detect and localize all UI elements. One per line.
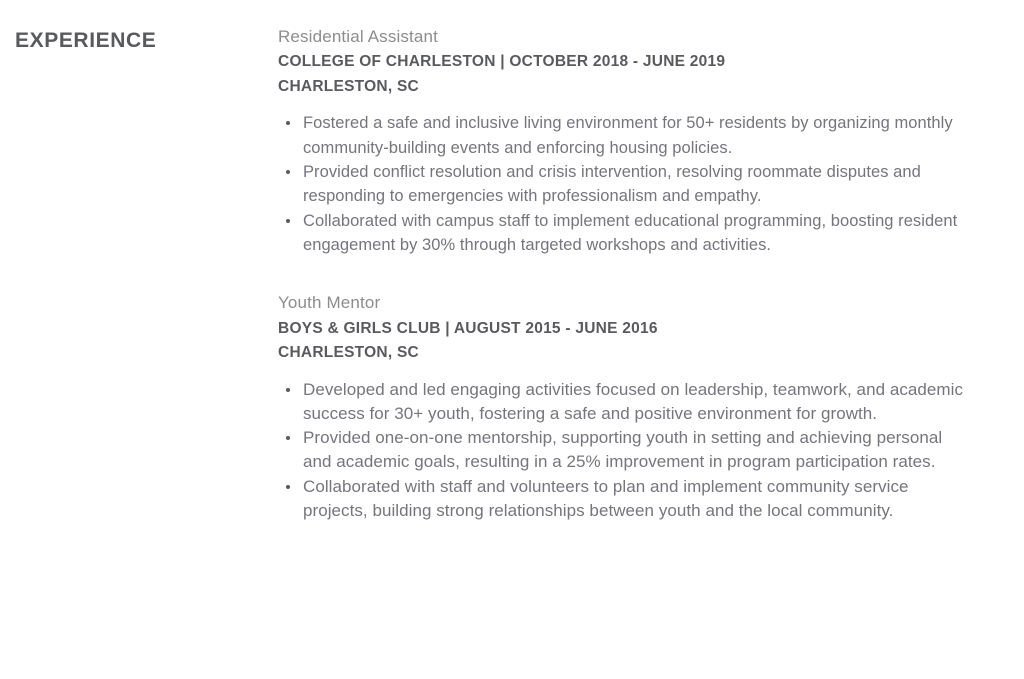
section-label-column bbox=[15, 29, 265, 52]
list-item bbox=[278, 111, 968, 160]
experience-entry bbox=[278, 292, 968, 523]
entry-location: CHARLESTON, SC bbox=[278, 344, 420, 362]
experience-entries-list bbox=[278, 26, 968, 523]
list-item bbox=[278, 426, 968, 475]
entry-job-title: Youth Mentor bbox=[278, 293, 381, 313]
bullet-dot-icon bbox=[286, 485, 290, 489]
list-item-text: Provided conflict resolution and crisis intervention, resolving roommate disputes and responding to emergencies with professionalism and empathy. bbox=[303, 163, 921, 206]
list-item bbox=[278, 475, 968, 524]
list-item-text: Developed and led engaging activities focused on leadership, teamwork, and academic success for 30+ youth, fostering a safe and positive environment for growth. bbox=[303, 379, 964, 423]
bullet-dot-icon bbox=[286, 170, 290, 174]
entry-responsibilities-list bbox=[278, 111, 968, 257]
list-item bbox=[278, 209, 968, 258]
list-item bbox=[278, 160, 968, 209]
section-heading-experience: EXPERIENCE bbox=[15, 29, 157, 52]
entry-organization-and-dates: BOYS & GIRLS CLUB | AUGUST 2015 - JUNE 2016 bbox=[278, 319, 658, 337]
list-item-text: Collaborated with staff and volunteers to plan and implement community service projects, building strong relationships between youth and the local community. bbox=[303, 476, 909, 521]
list-item bbox=[278, 378, 968, 427]
bullet-dot-icon bbox=[286, 121, 290, 125]
entry-location: CHARLESTON, SC bbox=[278, 77, 420, 95]
list-item-text: Collaborated with campus staff to implement educational programming, boosting resident engagement by 30% through targeted workshops and activities. bbox=[303, 211, 958, 254]
entry-organization-and-dates: COLLEGE OF CHARLESTON | OCTOBER 2018 - JUNE 2019 bbox=[278, 53, 726, 71]
entry-responsibilities-list bbox=[278, 378, 968, 524]
bullet-dot-icon bbox=[286, 388, 290, 392]
list-item-text: Fostered a safe and inclusive living environment for 50+ residents by organizing monthly community-building events and enforcing housing policies. bbox=[303, 114, 953, 157]
entry-job-title: Residential Assistant bbox=[278, 27, 439, 46]
experience-entry bbox=[278, 26, 968, 257]
list-item-text: Provided one-on-one mentorship, supporting youth in setting and achieving personal and academic goals, resulting in a 25% improvement in program participation rates. bbox=[303, 428, 943, 472]
bullet-dot-icon bbox=[286, 436, 290, 440]
bullet-dot-icon bbox=[286, 219, 290, 223]
